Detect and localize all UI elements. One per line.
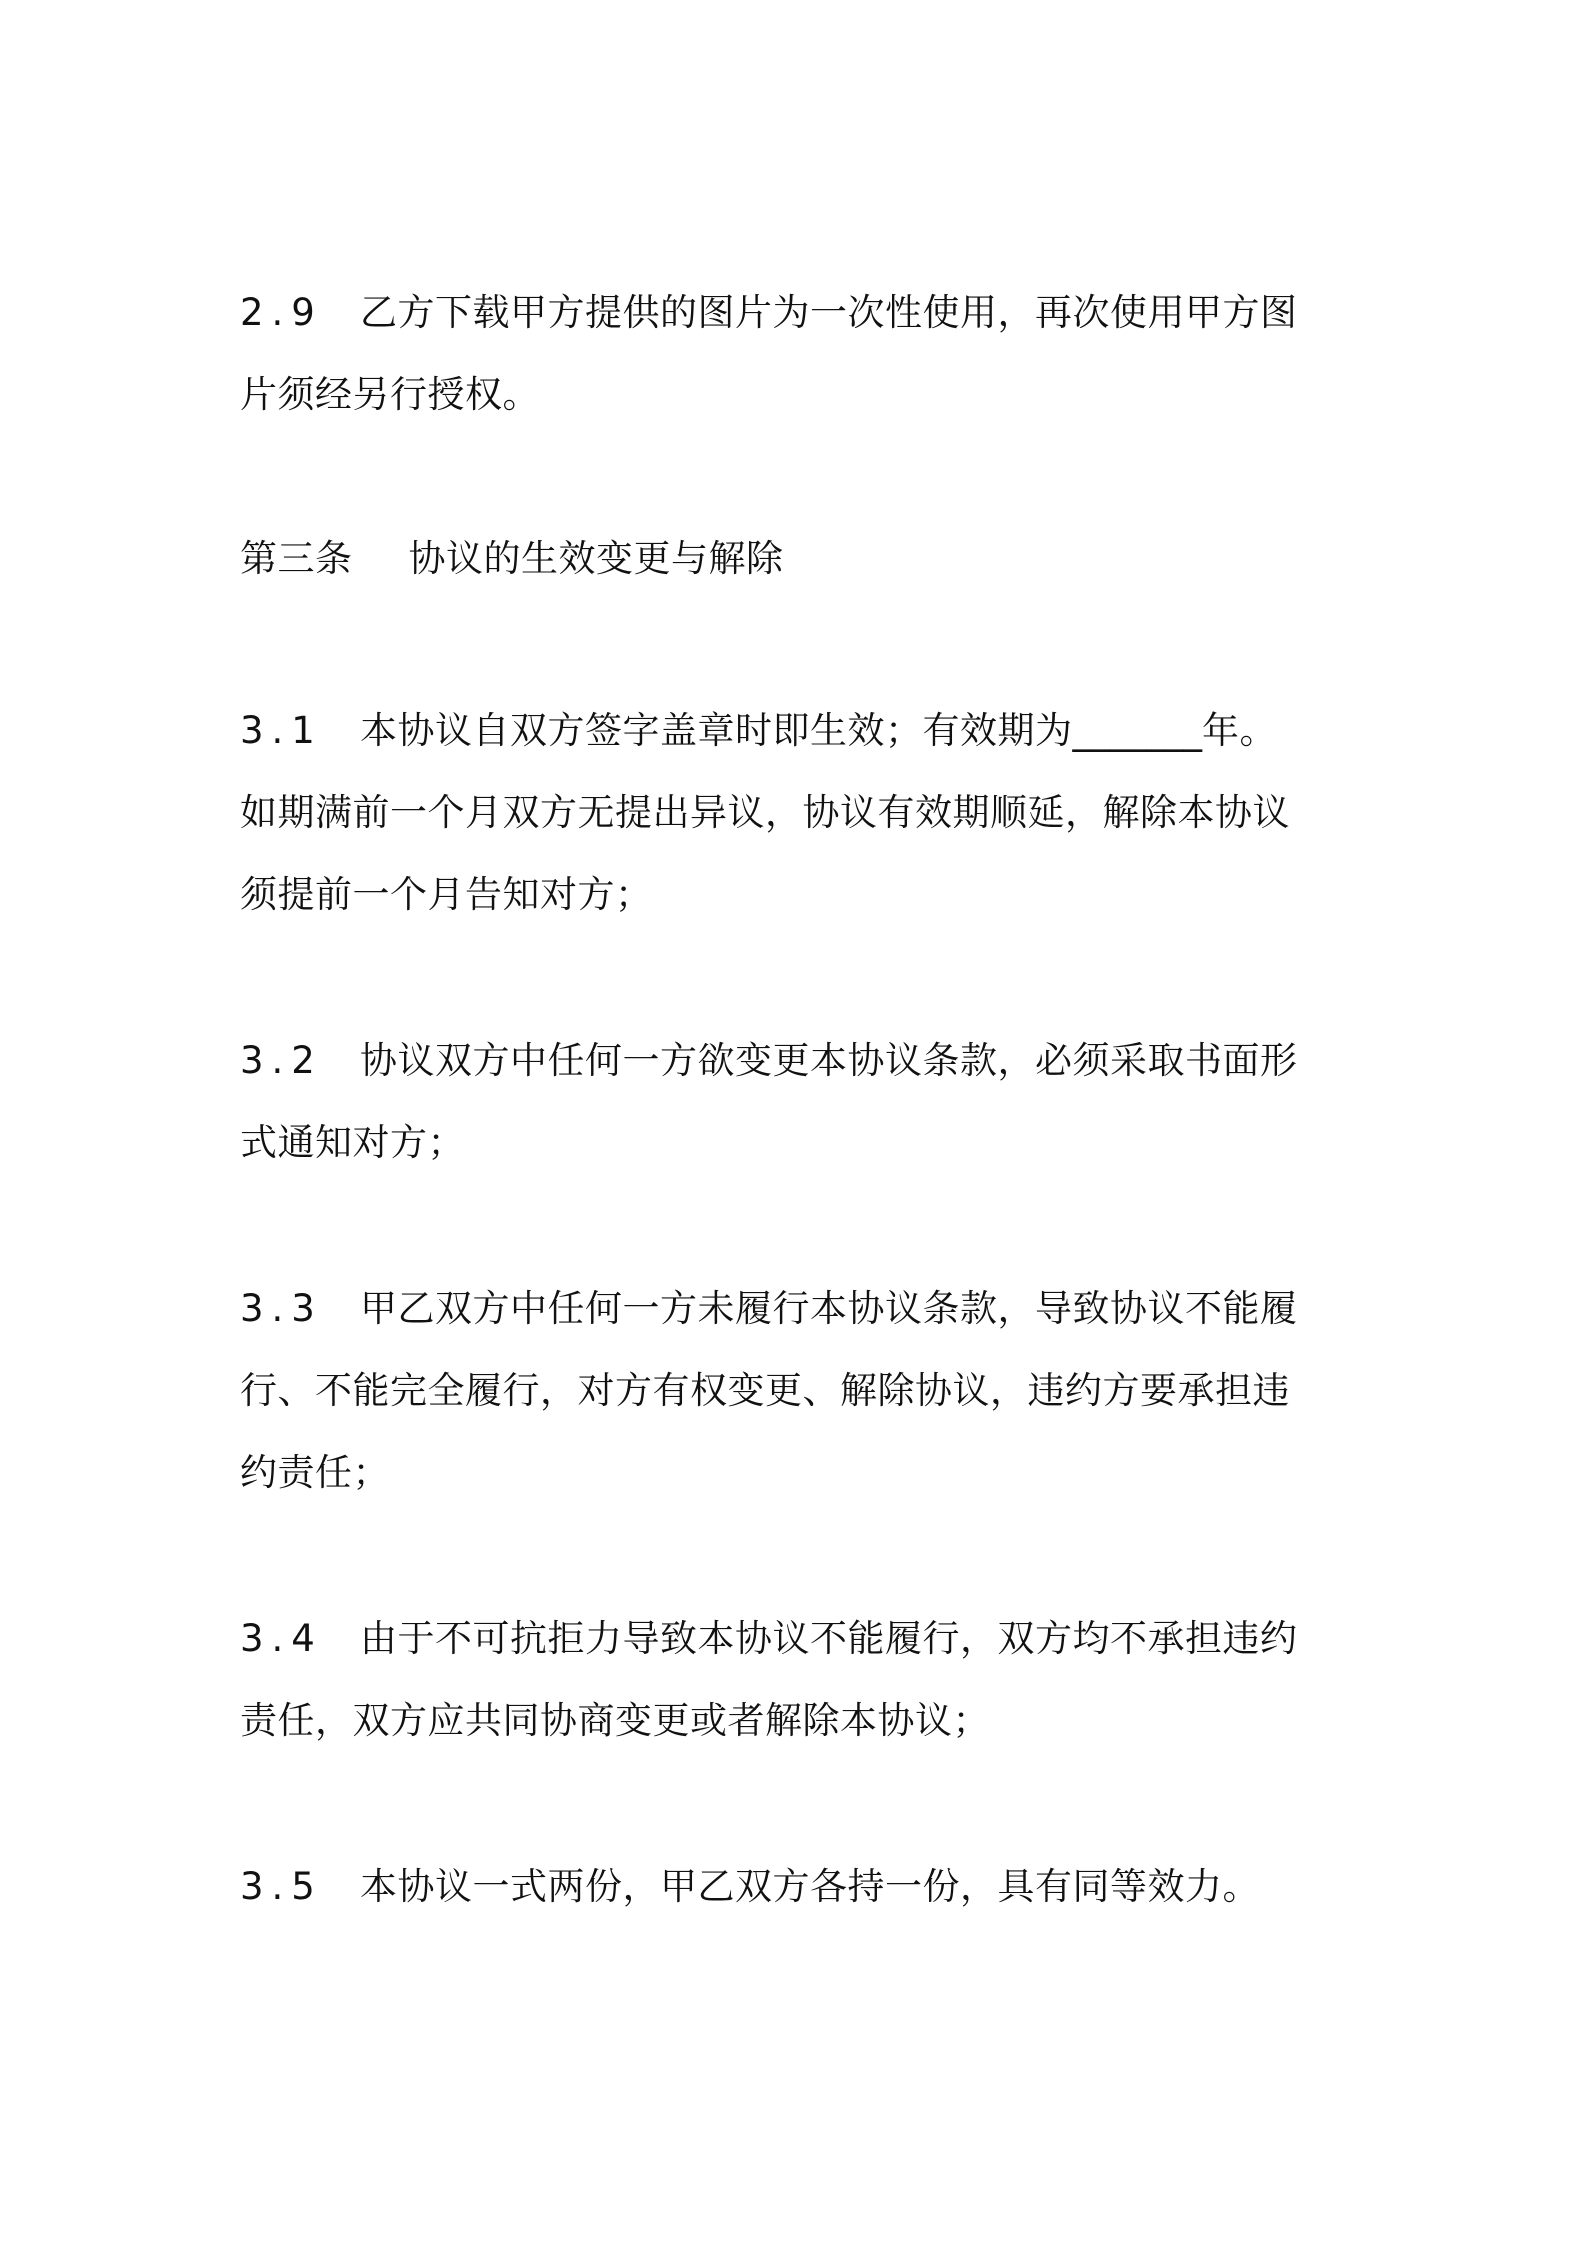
clause-2-9-line-1 — [240, 288, 1360, 338]
clause-text: 协议双方中任何一方欲变更本协议条款，必须采取书面形 — [360, 1039, 1298, 1082]
clause-text: 由于不可抗拒力导致本协议不能履行，双方均不承担违约 — [360, 1617, 1298, 1660]
clause-number: 3.5 — [240, 1865, 323, 1908]
clause-3-3-line-2 — [240, 1366, 1360, 1416]
clause-text: 行、不能完全履行，对方有权变更、解除协议，违约方要承担违 — [240, 1369, 1290, 1412]
clause-text: 须提前一个月告知对方； — [240, 873, 653, 916]
clause-3-5-line-1 — [240, 1862, 1360, 1912]
clause-3-2-line-1 — [240, 1036, 1360, 1086]
fill-in-blank: _______ — [1072, 709, 1202, 752]
clause-number: 3.3 — [240, 1287, 323, 1330]
clause-number: 3.1 — [240, 709, 323, 752]
clause-number: 2.9 — [240, 291, 323, 334]
clause-3-4-line-2 — [240, 1696, 1360, 1746]
clause-3-1-line-1 — [240, 706, 1360, 756]
article-title: 协议的生效变更与解除 — [408, 537, 784, 580]
clause-number: 3.2 — [240, 1039, 323, 1082]
clause-text: 乙方下载甲方提供的图片为一次性使用，再次使用甲方图 — [360, 291, 1298, 334]
clause-text: 甲乙双方中任何一方未履行本协议条款，导致协议不能履 — [360, 1287, 1298, 1330]
clause-2-9-line-2 — [240, 370, 1360, 420]
clause-3-3-line-1 — [240, 1284, 1360, 1334]
article-label: 第三条 — [240, 537, 353, 580]
clause-text: 本协议一式两份，甲乙双方各持一份，具有同等效力。 — [360, 1865, 1260, 1908]
clause-text: 责任，双方应共同协商变更或者解除本协议； — [240, 1699, 990, 1742]
clause-3-3-line-3 — [240, 1448, 1360, 1498]
clause-3-4-line-1 — [240, 1614, 1360, 1664]
clause-text: 式通知对方； — [240, 1121, 465, 1164]
clause-text: 本协议自双方签字盖章时即生效；有效期为 — [360, 709, 1073, 752]
clause-text: 约责任； — [240, 1451, 390, 1494]
clause-text: 年。 — [1202, 709, 1277, 752]
clause-3-2-line-2 — [240, 1118, 1360, 1168]
clause-3-1-line-2 — [240, 788, 1360, 838]
clause-text: 如期满前一个月双方无提出异议，协议有效期顺延，解除本协议 — [240, 791, 1290, 834]
article-heading — [240, 534, 1360, 584]
clause-number: 3.4 — [240, 1617, 323, 1660]
clause-text: 片须经另行授权。 — [240, 373, 540, 416]
clause-3-1-line-3 — [240, 870, 1360, 920]
